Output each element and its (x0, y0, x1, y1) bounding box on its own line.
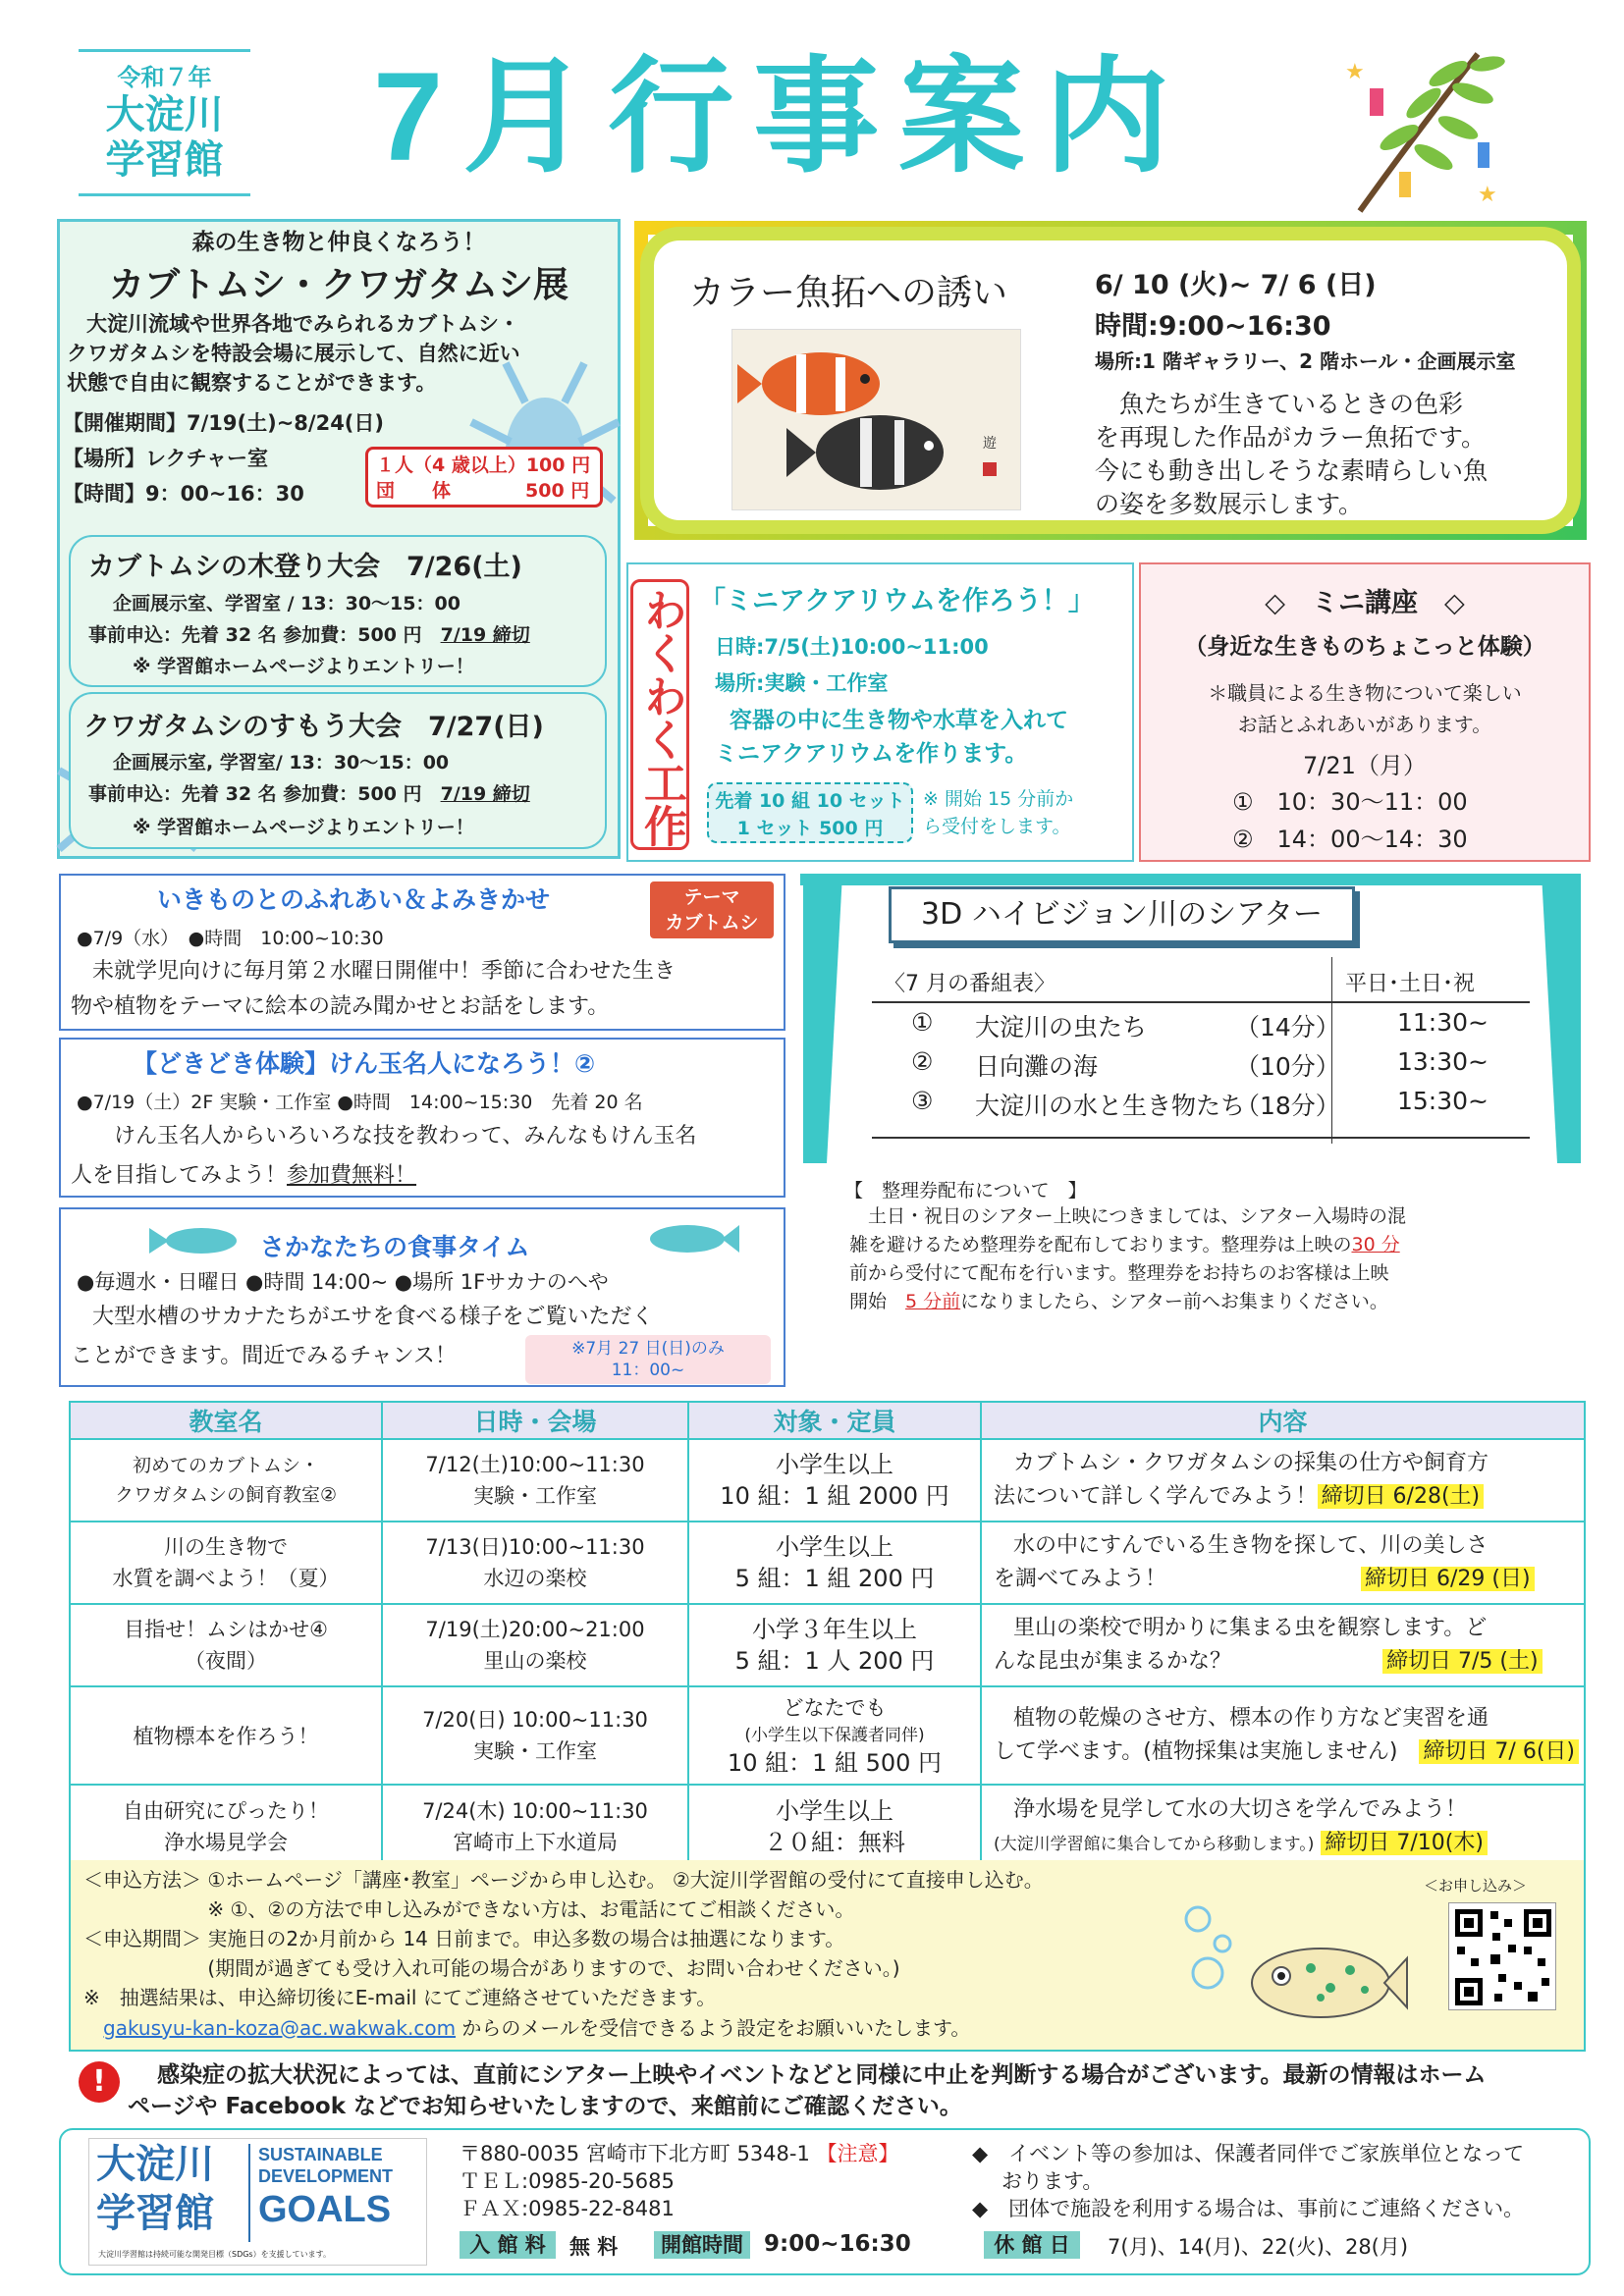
header-content: 内容 (981, 1402, 1585, 1439)
qr-code-icon (1449, 1903, 1557, 2011)
gyotaku-artwork (731, 329, 1021, 510)
apply-email-line: gakusyu-kan-koza@ac.wakwak.com からのメールを受信できるよう設定をお願いいたします。 (103, 2016, 971, 2040)
climbing-contest-note: ※ 学習館ホームページよりエントリー！ (133, 656, 474, 677)
feeding-meta: ●毎週水・日曜日 ●時間 14:00~ ●場所 1Fサカナのへや (77, 1270, 609, 1294)
theater-title: 3D ハイビジョン川のシアター (889, 886, 1355, 943)
deadline-badge: 締切日 7/ 6(日) (1419, 1739, 1579, 1764)
craft-title: 「ミニアクアリウムを作ろう！」 (699, 586, 1095, 616)
footer-logo-text: 大淀川 学習館 (96, 2142, 214, 2236)
gyotaku-time: 時間:9:00~16:30 (1095, 311, 1331, 342)
mini-lecture-title: ◇ ミニ講座 ◇ (1265, 588, 1465, 618)
gyotaku-date: 6/ 10 (火)~ 7/ 6 (日) (1095, 270, 1377, 300)
qr-label: ＜お申し込み＞ (1424, 1877, 1528, 1895)
theater-row: ③ 大淀川の水と生き物たち （18分） 15:30~ (911, 1087, 1489, 1120)
beetle-fee-box: １人（4 歳以上）100 円 団 体 500 円 (365, 447, 603, 507)
craft-note: ※ 開始 15 分前か ら受付をします。 (923, 788, 1074, 837)
closed-label: 休 館 日 (984, 2231, 1080, 2259)
theater-program-header: 〈7 月の番組表〉 (884, 972, 1056, 996)
beetle-details: 【開催期間】7/19(土)~8/24(日) 【場所】レクチャー室 【時間】9：00~16：30 (63, 411, 384, 506)
beetle-description: 大淀川流域や世界各地でみられるカブトムシ・ クワガタムシを特設会場に展示して、自然に近い 状態で自由に観察することができます。 (67, 312, 520, 395)
table-row: 目指せ！ムシはかせ④ （夜間） 7/19(土)20:00~21:00 里山の楽校 小学３年生以上 5 組：1 人 200 円 里山の楽校で明かりに集まる虫を観察します。ど んな昆虫が集まるかな？ 締切日 7/5 (土) (70, 1604, 1585, 1686)
page-title: 7月行事案内 (373, 47, 1190, 187)
hours-label: 開館時間 (654, 2231, 750, 2259)
warning-text: 感染症の拡大状況によっては、直前にシアター上映やイベントなどと同様に中止を判断する場合がございます。最新の情報はホーム ページや Facebook などでお知らせいたしますので、来館前にご確認ください。 (128, 2062, 1487, 2119)
table-row: 植物標本を作ろう！ 7/20(日) 10:00~11:30 実験・工作室 どなたでも (小学生以下保護者同伴) 10 組：1 組 500 円 植物の乾燥のさせ方、標本の作り方など実習を通 して学べます。(植物採集は実施しません) 締切日 7/ 6(日) (70, 1686, 1585, 1785)
craft-capacity-badge: 先着 10 組 10 セット 1 セット 500 円 (707, 782, 913, 843)
apply-instructions: ＜申込方法＞ ①ホームページ「講座･教室」ページから申し込む。 ②大淀川学習館の受付にて直接申し込む。 ※ ①、②の方法で申し込みができない方は、お電話にてご相談ください。 ＜申込期間＞ 実施日の2か月前から 14 日前まで。申込多数の場合は抽選になります。 (期間が過ぎても受け入れ可能の場合がありますので、お問い合わせください。) ※ 抽選結果は、申込締切後にE-mail にてご連絡させていただきます。 (83, 1868, 1044, 2009)
curtain-left (803, 874, 842, 1163)
theater-schedule (872, 1008, 1530, 1126)
theater-bottom-divider (872, 1137, 1530, 1139)
era-label: 令和７年 (117, 65, 212, 91)
climbing-contest-venue: 企画展示室、学習室 / 13：30～15：00 (113, 593, 460, 614)
org-badge (79, 49, 250, 196)
table-row: 初めてのカブトムシ・ クワガタムシの飼育教室② 7/12(土)10:00~11:30 実験・工作室 小学生以上 10 組：1 組 2000 円 カブトムシ・クワガタムシの採集の仕方や飼育方 法について詳しく学んでみよう！ 締切日 6/28(土) (70, 1439, 1585, 1522)
kendama-meta: ●7/19（土）2F 実験・工作室 ●時間 14:00~15:30 先着 20 名 (77, 1092, 643, 1113)
climbing-contest-entry: 事前申込：先着 32 名 参加費：500 円 7/19 締切 (88, 624, 530, 646)
org-name-1: 大淀川 (105, 93, 224, 136)
svg-text:★: ★ (1345, 60, 1365, 84)
sumo-contest-note: ※ 学習館ホームページよりエントリー！ (133, 817, 474, 838)
sdgs-logo-text: SUSTAINABLE DEVELOPMENT GOALS (258, 2145, 394, 2230)
deadline-badge: 締切日 7/5 (土) (1382, 1649, 1543, 1674)
curtain-right (1542, 874, 1581, 1163)
fish-icon (147, 1225, 241, 1256)
admission-label: 入 館 料 (460, 2231, 556, 2259)
deadline-badge: 締切日 6/29 (日) (1361, 1567, 1535, 1591)
deadline-badge: 締切日 7/10(木) (1321, 1831, 1488, 1855)
theater-time-header: 平日･土日･祝 (1345, 972, 1476, 996)
footer-logo-note: 大淀川学習館は持続可能な開発目標（SDGs）を支援しています。 (98, 2250, 331, 2259)
reading-description: 未就学児向けに毎月第２水曜日開催中！季節に合わせた生き 物や植物をテーマに絵本の読み聞かせとお話をします。 (71, 959, 677, 1019)
classes-header-row (70, 1402, 1585, 1439)
org-name-2: 学習館 (105, 138, 224, 182)
craft-description: 容器の中に生き物や水草を入れて ミニアクアリウムを作ります。 (715, 708, 1068, 767)
feeding-description: 大型水槽のサカナたちがエサを食べる様子をご覧いただく ことができます。間近でみるチャンス！ (71, 1305, 654, 1368)
reading-title: いきものとのふれあい＆よみきかせ (157, 885, 551, 914)
fish-mascot-icon (1173, 1899, 1409, 2027)
kendama-description: けん玉名人からいろいろな技を教わって、みんなもけん玉名 人を目指してみよう！参加費無料！ (71, 1124, 697, 1188)
svg-text:遊: 遊 (983, 436, 997, 452)
apply-email-link[interactable]: gakusyu-kan-koza@ac.wakwak.com (103, 2016, 457, 2040)
beetle-title: カブトムシ・クワガタムシ展 (108, 265, 568, 305)
mini-lecture-slots: ① 10：30～11：00 ② 14：00～14：30 (1232, 788, 1468, 853)
sumo-contest-venue: 企画展示室, 学習室/ 13：30～15：00 (113, 752, 450, 774)
table-row: 自由研究にぴったり！ 浄水場見学会 7/24(木) 10:00~11:30 宮崎市上下水道局 小学生以上 ２０組：無料 浄水場を見学して水の大切さを学んでみよう！ (大淀川学習館に集合してから移動します。) 締切日 7/10(木) (70, 1785, 1585, 1869)
warning-icon: ! (79, 2061, 120, 2103)
opening-hours: 9:00~16:30 (764, 2231, 911, 2257)
mini-lecture-description: ＊職員による生き物について楽しい お話とふれあいがあります。 (1208, 681, 1522, 736)
mini-lecture-subtitle: （身近な生きものちょこっと体験） (1184, 634, 1545, 660)
sumo-contest-title: クワガタムシのすもう大会 7/27(日) (83, 712, 544, 742)
craft-date: 日時:7/5(土)10:00~11:00 (715, 635, 989, 659)
theater-divider (872, 1001, 1530, 1003)
qr-code[interactable] (1448, 1902, 1556, 2010)
footer-logo-divider (248, 2144, 250, 2242)
craft-place: 場所:実験・工作室 (715, 671, 889, 695)
sumo-contest-entry: 事前申込：先着 32 名 参加費：500 円 7/19 締切 (88, 783, 530, 805)
climbing-contest-title: カブトムシの木登り大会 7/26(土) (88, 552, 522, 582)
header-class-name: 教室名 (70, 1402, 382, 1439)
ticket-notice: 土日・祝日のシアター上映につきましては、シアター入場時の混 雑を避けるため整理券を配布しております。整理券は上映の30 分 前から受付にて配布を行います。整理券をお持ちのお客様は上映 開始 5 分前になりましたら、シアター前へお集まりください。 (849, 1205, 1406, 1312)
ticket-notice-title: 【 整理券配布について 】 (844, 1180, 1087, 1201)
feeding-note: ※7月 27 日(日)のみ 11：00~ (525, 1335, 771, 1384)
gyotaku-title: カラー魚拓への誘い (689, 273, 1008, 313)
tanabata-bamboo-icon (1330, 34, 1507, 221)
curtain-top (800, 874, 1581, 885)
table-row: 川の生き物で 水質を調べよう！（夏） 7/13(日)10:00~11:30 水辺の楽校 小学生以上 5 組：1 組 200 円 水の中にすんでいる生き物を探して、川の美しさ を調べてみよう！ 締切日 6/29 (日) (70, 1522, 1585, 1604)
kendama-title: 【どきどき体験】けん玉名人になろう！② (133, 1049, 596, 1078)
craft-tag: わくわく工作 (630, 579, 689, 850)
beetle-subtitle: 森の生き物と仲良くなろう！ (191, 230, 486, 255)
deadline-badge: 締切日 6/28(土) (1318, 1484, 1485, 1509)
admission-fee: 無 料 (569, 2235, 619, 2259)
gyotaku-place: 場所:1 階ギャラリー、2 階ホール・企画展示室 (1095, 349, 1516, 373)
fish-icon (643, 1221, 741, 1256)
gyotaku-description: 魚たちが生きているときの色彩 を再現した作品がカラー魚拓です。 今にも動き出しそうな素晴らしい魚 の姿を多数展示します。 (1095, 390, 1489, 518)
closed-days: 7(月)、14(月)、22(火)、28(月) (1108, 2235, 1409, 2259)
mini-lecture-date: 7/21（月） (1303, 752, 1427, 779)
theater-row: ② 日向灘の海 （10分） 13:30~ (911, 1047, 1489, 1081)
header-datetime: 日時・会場 (382, 1402, 688, 1439)
theater-row: ① 大淀川の虫たち （14分） 11:30~ (911, 1008, 1489, 1041)
classes-table (69, 1401, 1586, 1870)
reading-meta: ●7/9（水） ●時間 10:00~10:30 (77, 928, 384, 949)
header-target: 対象・定員 (688, 1402, 981, 1439)
svg-text:★: ★ (1478, 183, 1497, 207)
reading-theme-badge: テーマ カブトムシ (650, 881, 774, 938)
footer-notes: ◆ イベント等の参加は、保護者同伴でご家族単位となって おります。 ◆ 団体で施設を利用する場合は、事前にご連絡ください。 (972, 2142, 1525, 2220)
feeding-title: さかなたちの食事タイム (260, 1233, 530, 1261)
fish-print-icon (732, 330, 1022, 511)
footer-contact: 〒880-0035 宮崎市下北方町 5348-1 【注意】 ＴＥＬ:0985-20-5685 ＦＡＸ:0985-22-8481 (460, 2142, 899, 2220)
